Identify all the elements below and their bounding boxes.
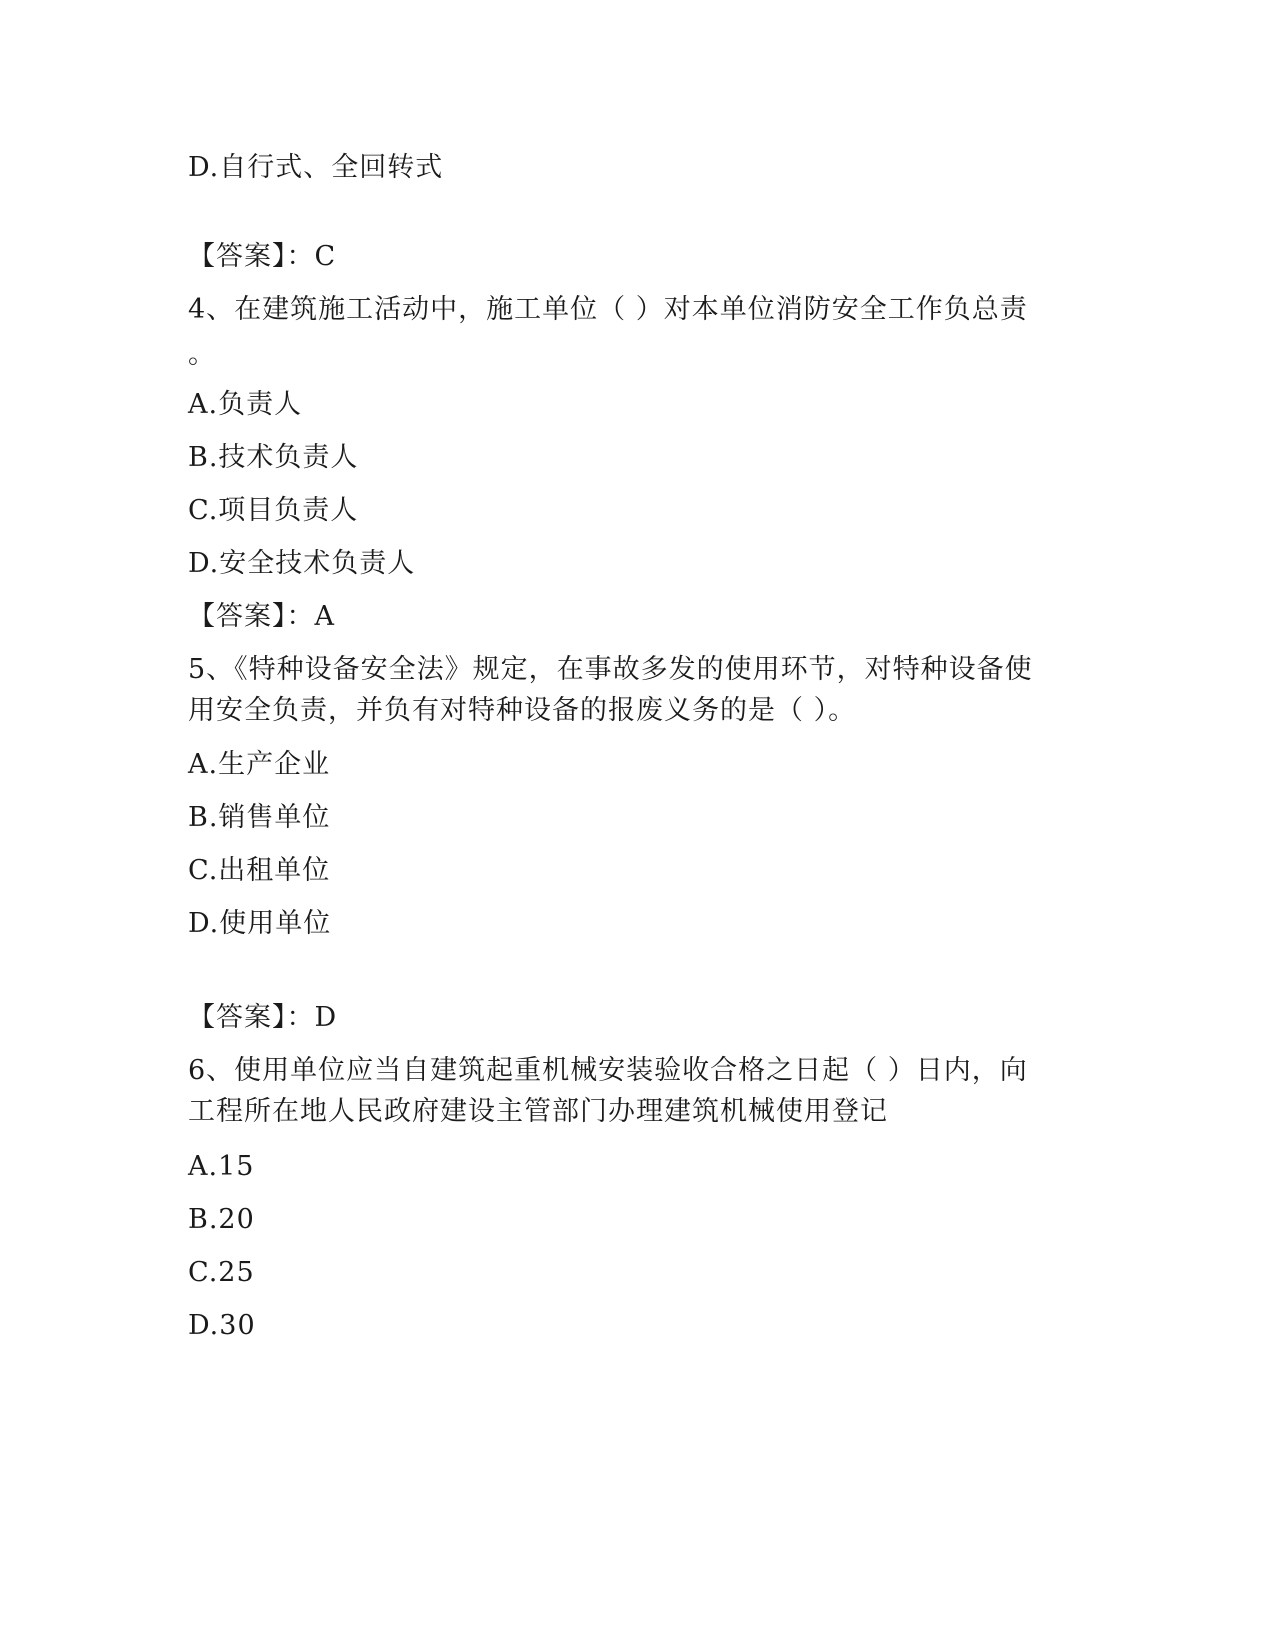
q4-option-a: A.负责人	[188, 389, 303, 420]
q5-stem-line2: 用安全负责，并负有对特种设备的报废义务的是（ ）。	[188, 695, 857, 726]
q6-option-c: C.25	[188, 1257, 255, 1288]
q4-option-b: B.技术负责人	[188, 442, 359, 473]
q3-option-d: D.自行式、全回转式	[188, 152, 444, 183]
q5-option-b: B.销售单位	[188, 802, 331, 833]
q4-option-c: C.项目负责人	[188, 495, 359, 526]
q6-option-d: D.30	[188, 1310, 256, 1341]
q4-stem-line2: 。	[188, 339, 216, 370]
q6-option-a: A.15	[188, 1151, 255, 1182]
q5-option-d: D.使用单位	[188, 908, 332, 939]
q5-option-a: A.生产企业	[188, 749, 331, 780]
q4-option-d: D.安全技术负责人	[188, 548, 416, 579]
q5-answer: 【答案】：D	[188, 1002, 338, 1033]
q5-option-c: C.出租单位	[188, 855, 331, 886]
q6-stem-line2: 工程所在地人民政府建设主管部门办理建筑机械使用登记	[188, 1096, 888, 1127]
q6-option-b: B.20	[188, 1204, 255, 1235]
q3-answer: 【答案】：C	[188, 241, 337, 272]
q4-stem-line1: 4、在建筑施工活动中，施工单位（ ）对本单位消防安全工作负总责	[188, 294, 1028, 325]
q5-stem-line1: 5、《特种设备安全法》规定，在事故多发的使用环节，对特种设备使	[188, 654, 1033, 685]
q4-answer: 【答案】：A	[188, 601, 335, 632]
q6-stem-line1: 6、使用单位应当自建筑起重机械安装验收合格之日起（ ）日内，向	[188, 1055, 1028, 1086]
